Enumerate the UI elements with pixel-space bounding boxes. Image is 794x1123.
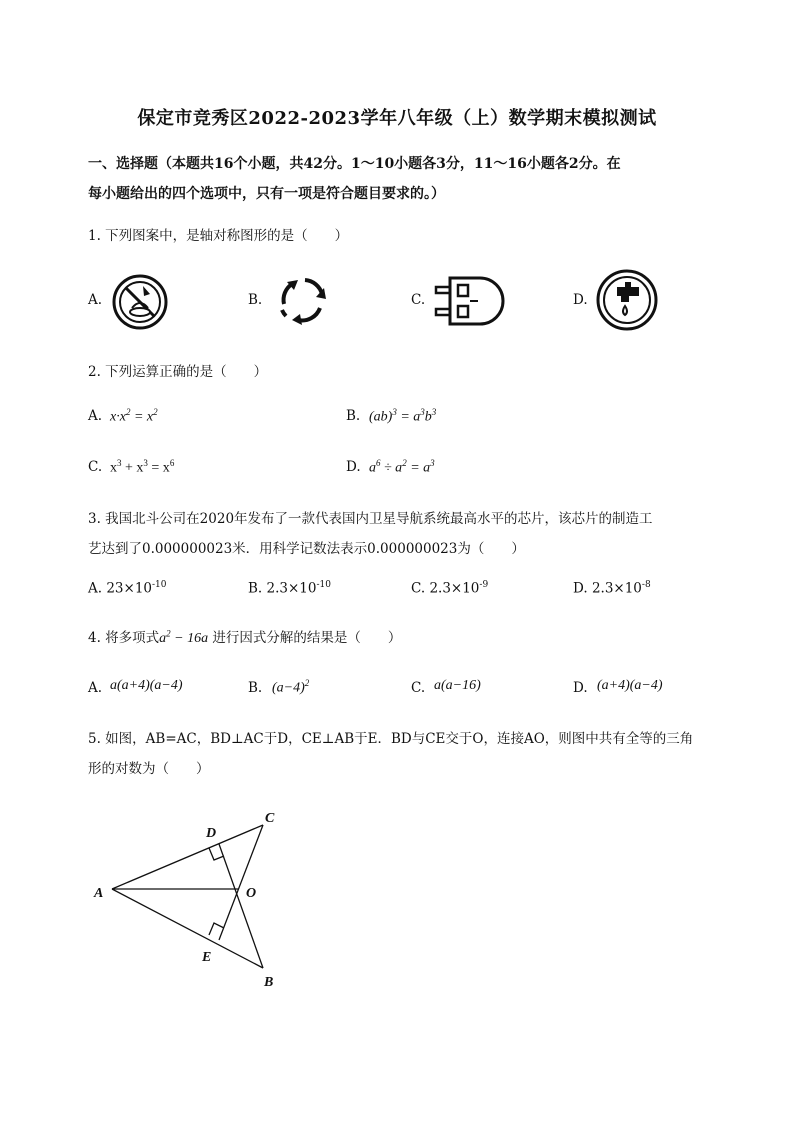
segment-bd bbox=[219, 844, 263, 968]
water-tap-icon bbox=[595, 268, 659, 332]
q1-stem: 1. 下列图案中，是轴对称图形的是（ ） bbox=[88, 228, 349, 244]
section-heading-line1: 一、选择题（本题共16个小题，共42分。1～10小题各3分，11～16小题各2分。在 bbox=[88, 156, 621, 172]
q2-label-d: D. bbox=[346, 459, 361, 475]
q4-option-b-expr: $(a-4)^2$ bbox=[272, 678, 310, 696]
page-title: 保定市竞秀区2022-2023学年八年级（上）数学期末模拟测试 bbox=[137, 108, 657, 129]
q2-option-d-expr: $a^6 \div a^2 = a^3$ bbox=[369, 458, 435, 476]
point-label-a: A bbox=[94, 886, 104, 901]
section-heading-line2: 每小题给出的四个选项中，只有一项是符合题目要求的。） bbox=[88, 186, 445, 202]
q4-label-d: D. bbox=[573, 680, 588, 696]
q2-label-c: C. bbox=[88, 459, 103, 475]
q2-stem: 2. 下列运算正确的是（ ） bbox=[88, 364, 268, 380]
q4-label-c: C. bbox=[411, 680, 426, 696]
point-label-b: B bbox=[264, 975, 274, 990]
segment-ac bbox=[112, 825, 263, 889]
q2-option-a-expr: $x\cdot x^2 = x^2$ bbox=[110, 407, 158, 425]
q3-option-a: A. $23\times 10^{-10}$ bbox=[88, 580, 167, 597]
q2-label-a: A. bbox=[88, 408, 103, 424]
q3-stem-line2: 艺达到了0.000000023米．用科学记数法表示0.000000023为（ ） bbox=[88, 541, 525, 557]
point-label-e: E bbox=[202, 950, 212, 965]
q4-option-c-expr: a(a−16) bbox=[434, 678, 481, 693]
q3-option-b: B. $2.3\times 10^{-10}$ bbox=[248, 580, 331, 597]
point-label-c: C bbox=[265, 811, 275, 826]
right-angle-d bbox=[209, 848, 224, 860]
q5-stem-line2: 形的对数为（ ） bbox=[88, 761, 210, 777]
q4-label-a: A. bbox=[88, 680, 103, 696]
q2-label-b: B. bbox=[346, 408, 361, 424]
point-label-d: D bbox=[206, 826, 217, 841]
point-label-o: O bbox=[246, 886, 257, 901]
q1-label-b: B. bbox=[248, 292, 263, 308]
segment-ab bbox=[112, 889, 263, 968]
q4-stem: 4. 将多项式$a^2 - 16a$ 进行因式分解的结果是（ ） bbox=[88, 628, 402, 646]
q1-label-a: A. bbox=[88, 292, 103, 308]
q1-label-c: C. bbox=[411, 292, 426, 308]
triangle-figure bbox=[88, 800, 308, 1000]
segment-ce bbox=[219, 825, 263, 940]
recycle-arrows-icon bbox=[272, 270, 332, 330]
plug-icon bbox=[432, 274, 508, 328]
q2-option-c-expr: $x^3 + x^3 = x^6$ bbox=[110, 458, 175, 476]
q3-option-d: D. $2.3\times 10^{-8}$ bbox=[573, 580, 651, 597]
q3-stem-line1: 3. 我国北斗公司在2020年发布了一款代表国内卫星导航系统最高水平的芯片，该芯片的制造工 bbox=[88, 511, 653, 527]
q4-label-b: B. bbox=[248, 680, 263, 696]
q4-option-a-expr: a(a+4)(a−4) bbox=[110, 678, 183, 693]
q4-option-d-expr: (a+4)(a−4) bbox=[597, 678, 663, 693]
q3-option-c: C. $2.3\times 10^{-9}$ bbox=[411, 580, 489, 597]
q5-stem-line1: 5. 如图，AB=AC，BD⊥AC于D，CE⊥AB于E．BD与CE交于O，连接AO，则图中共有全等的三角 bbox=[88, 731, 694, 747]
q2-option-b-expr: $(ab)^3 = a^3b^3$ bbox=[369, 407, 437, 425]
q1-label-d: D. bbox=[573, 292, 588, 308]
no-entry-sign-icon bbox=[110, 272, 170, 332]
